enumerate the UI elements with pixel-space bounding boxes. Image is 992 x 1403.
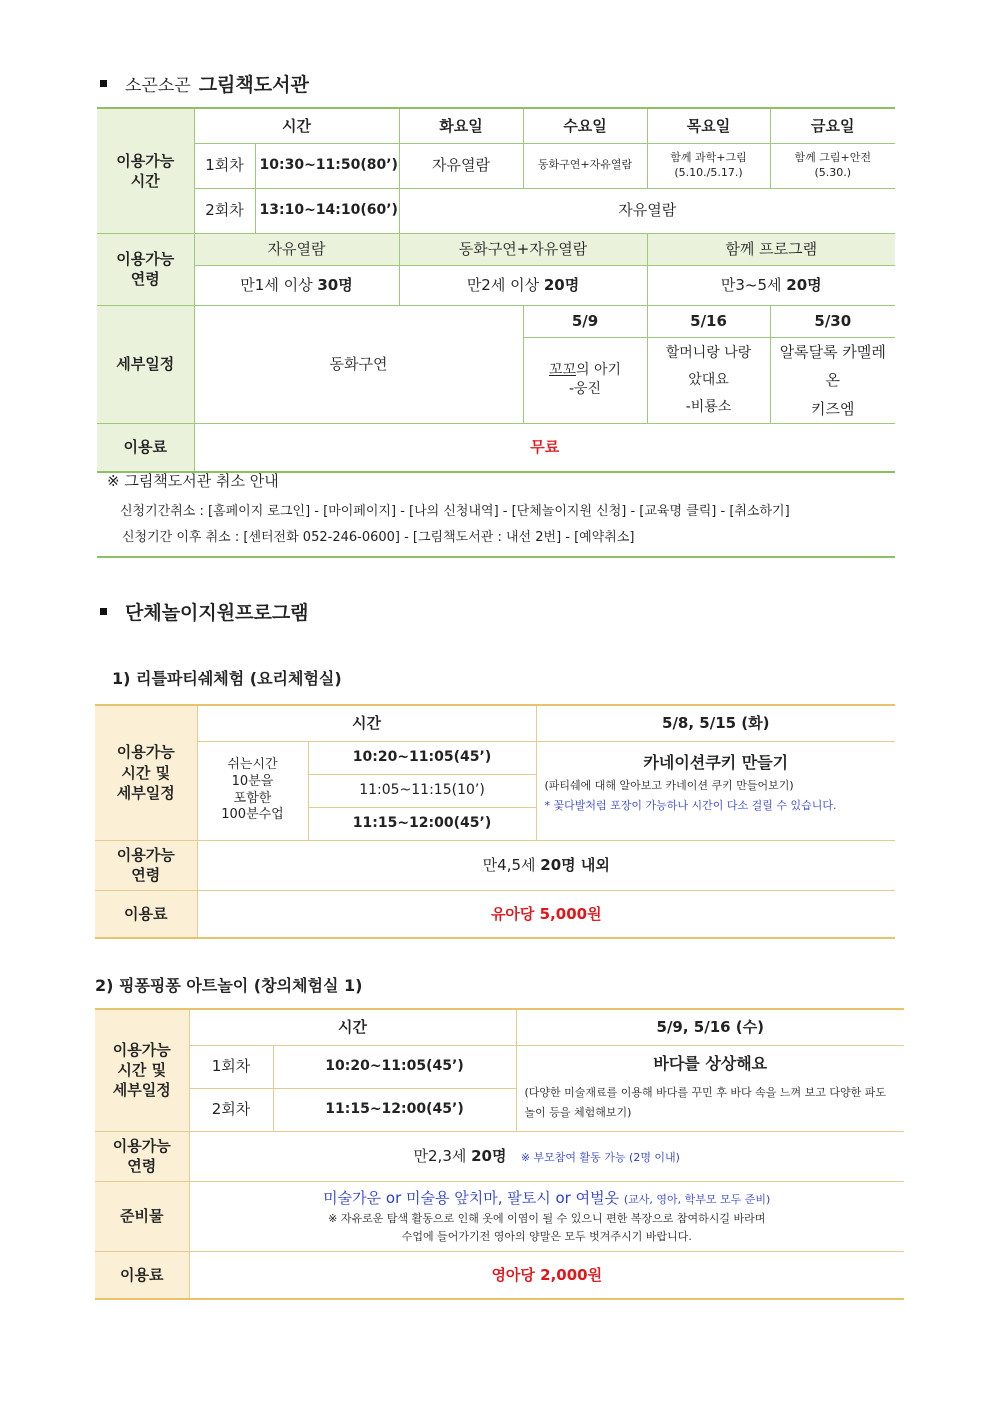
program1-warn: * 꽃다발처럼 포장이 가능하나 시간이 다소 걸릴 수 있습니다. <box>544 798 837 812</box>
schedule-book-1-title: 꼬꼬 <box>548 362 577 379</box>
age-header-free: 자유열람 <box>194 233 399 265</box>
age-header-together: 함께 프로그램 <box>647 233 895 265</box>
day-thu: 목요일 <box>647 108 770 143</box>
program1-table <box>95 704 895 939</box>
program2-prep-note1: ※ 자유로운 탐색 활동으로 인해 옷에 이염이 될 수 있으니 편한 복장으로 참여하시길 바라며 <box>328 1211 766 1225</box>
schedule-book-1-pub: -웅진 <box>568 381 602 398</box>
program2-prep-label: 준비물 <box>95 1181 189 1251</box>
cancel-line-2: 신청기간 이후 취소 : [센터전화 052-246-0600] - [그림책도서관 : 내선 2번] - [예약취소] <box>122 530 635 545</box>
section1-title-prefix: 소곤소곤 <box>125 76 191 96</box>
schedule-story: 동화구연 <box>194 305 523 424</box>
schedule-book-3-pub: 키즈엠 <box>811 399 855 418</box>
session1-thu-program: 함께 과학+그림 <box>670 150 747 164</box>
day-tue: 화요일 <box>399 108 523 143</box>
age-header-story: 동화구연+자유열람 <box>399 233 647 265</box>
schedule-book-3-title: 알록달록 카멜레온 <box>779 342 886 389</box>
program2-prep-main: 미술가운 or 미술용 앞치마, 팔토시 or 여벌옷 <box>323 1188 620 1207</box>
program1-time-3: 11:15~12:00(45’) <box>308 807 536 840</box>
session2-time: 13:10~14:10(60’) <box>255 188 399 233</box>
fee-value: 무료 <box>194 424 895 472</box>
program2-fee-label: 이용료 <box>95 1251 189 1299</box>
program2-prep <box>189 1181 904 1251</box>
section1-title-main: 그림책도서관 <box>198 74 309 96</box>
program2-session1-time: 10:20~11:05(45’) <box>273 1045 516 1088</box>
session1-thu-dates: (5.10./5.17.) <box>674 165 743 179</box>
program1-desc: (파티쉐에 대해 알아보고 카네이션 쿠키 만들어보기) <box>544 779 794 793</box>
session2-all: 자유열람 <box>399 188 895 233</box>
age-value-together-text: 만3~5세 <box>720 275 787 294</box>
program1-title: 1) 리틀파티쉐체험 (요리체험실) <box>112 669 342 688</box>
cancel-line-1: 신청기간취소 : [홈페이지 로그인] - [마이페이지] - [나의 신청내역] - [단체놀이지원 신청] - [교육명 클릭] - [취소하기] <box>120 504 790 519</box>
time-header: 시간 <box>194 108 399 143</box>
program1-time-2: 11:05~11:15(10’) <box>308 774 536 807</box>
schedule-book-3 <box>770 337 895 424</box>
section2-title <box>100 598 309 625</box>
session1-label: 1회차 <box>194 143 255 188</box>
program1-fee-label: 이용료 <box>95 890 197 938</box>
program2-age-note: ※ 부모참여 활동 가능 (2명 이내) <box>520 1150 680 1164</box>
day-wed: 수요일 <box>523 108 647 143</box>
schedule-book-1 <box>523 337 647 424</box>
cancel-notice <box>97 462 895 558</box>
program2-time-header: 시간 <box>189 1009 516 1045</box>
program2-activity: 바다를 상상해요 <box>653 1054 768 1074</box>
program2-table <box>95 1008 904 1300</box>
age-value-free-count: 30명 <box>317 275 353 294</box>
program1-fee: 유아당 5,000원 <box>197 890 895 938</box>
age-value-story-text: 만2세 이상 <box>466 275 544 294</box>
schedule-book-2-line2: 았대요 <box>688 371 729 388</box>
fee-row-label: 이용료 <box>97 424 194 472</box>
session1-fri-program: 함께 그림+안전 <box>794 150 872 164</box>
schedule-row-label: 세부일정 <box>97 305 194 424</box>
program1-age-label: 이용가능 연령 <box>95 840 197 890</box>
session1-thu <box>647 143 770 188</box>
age-value-story-count: 20명 <box>543 275 580 294</box>
age-value-together <box>647 265 895 305</box>
program1-age-text: 만4,5세 <box>482 855 541 874</box>
schedule-book-2-line1: 할머니랑 나랑 <box>665 345 752 362</box>
session1-fri-dates: (5.30.) <box>814 165 852 179</box>
section1-title <box>100 70 309 97</box>
schedule-date-3: 5/30 <box>770 305 895 337</box>
program2-desc: (다양한 미술재료를 이용해 바다를 꾸민 후 바다 속을 느껴 보고 다양한 파도 놀이 등을 체험해보기) <box>524 1086 887 1119</box>
program2-title: 2) 핑퐁핑퐁 아트놀이 (창의체험실 1) <box>95 976 363 995</box>
program1-time-1: 10:20~11:05(45’) <box>308 741 536 774</box>
program1-break-note: 쉬는시간 10분을 포함한 100분수업 <box>197 741 308 840</box>
schedule-date-1: 5/9 <box>523 305 647 337</box>
time-row-label: 이용가능 시간 <box>97 108 194 233</box>
program2-session2-time: 11:15~12:00(45’) <box>273 1088 516 1131</box>
session1-time: 10:30~11:50(80’) <box>255 143 399 188</box>
program2-row-label: 이용가능 시간 및 세부일정 <box>95 1009 189 1131</box>
bullet-icon <box>100 608 107 615</box>
age-value-free <box>194 265 399 305</box>
program2-date-header: 5/9, 5/16 (수) <box>516 1009 904 1045</box>
program1-age-count: 20명 내외 <box>540 855 610 874</box>
session1-fri <box>770 143 895 188</box>
section2-title-main: 단체놀이지원프로그램 <box>125 602 309 624</box>
program2-activity-cell <box>516 1045 904 1131</box>
bullet-icon <box>100 80 107 87</box>
program2-fee: 영아당 2,000원 <box>189 1251 904 1299</box>
program1-date-header: 5/8, 5/15 (화) <box>536 705 895 741</box>
program1-activity-cell <box>536 741 895 840</box>
schedule-book-2 <box>647 337 770 424</box>
program2-prep-who: (교사, 영아, 학부모 모두 준비) <box>623 1192 771 1206</box>
age-value-together-count: 20명 <box>786 275 822 294</box>
age-row-label: 이용가능 연령 <box>97 233 194 305</box>
cancel-title: ※ 그림책도서관 취소 안내 <box>107 472 279 490</box>
session2-label: 2회차 <box>194 188 255 233</box>
schedule-date-2: 5/16 <box>647 305 770 337</box>
day-fri: 금요일 <box>770 108 895 143</box>
program2-age-count: 20명 <box>471 1146 507 1165</box>
schedule-book-1-rest: 의 아기 <box>576 362 622 379</box>
program2-prep-note2: 수업에 들어가기전 영아의 양말은 모두 벗겨주시기 바랍니다. <box>401 1229 692 1243</box>
program2-age-value <box>189 1131 904 1181</box>
program2-session1-label: 1회차 <box>189 1045 273 1088</box>
program1-time-header: 시간 <box>197 705 536 741</box>
schedule-book-2-pub: -비룡소 <box>685 398 732 415</box>
session1-wed: 동화구연+자유열람 <box>523 143 647 188</box>
program1-activity: 카네이션쿠키 만들기 <box>643 752 789 772</box>
session1-tue: 자유열람 <box>399 143 523 188</box>
program2-session2-label: 2회차 <box>189 1088 273 1131</box>
program2-age-text: 만2,3세 <box>413 1146 472 1165</box>
library-table <box>97 107 895 473</box>
program2-age-label: 이용가능 연령 <box>95 1131 189 1181</box>
program1-row-label: 이용가능 시간 및 세부일정 <box>95 705 197 840</box>
program1-age-value <box>197 840 895 890</box>
age-value-free-text: 만1세 이상 <box>240 275 318 294</box>
age-value-story <box>399 265 647 305</box>
